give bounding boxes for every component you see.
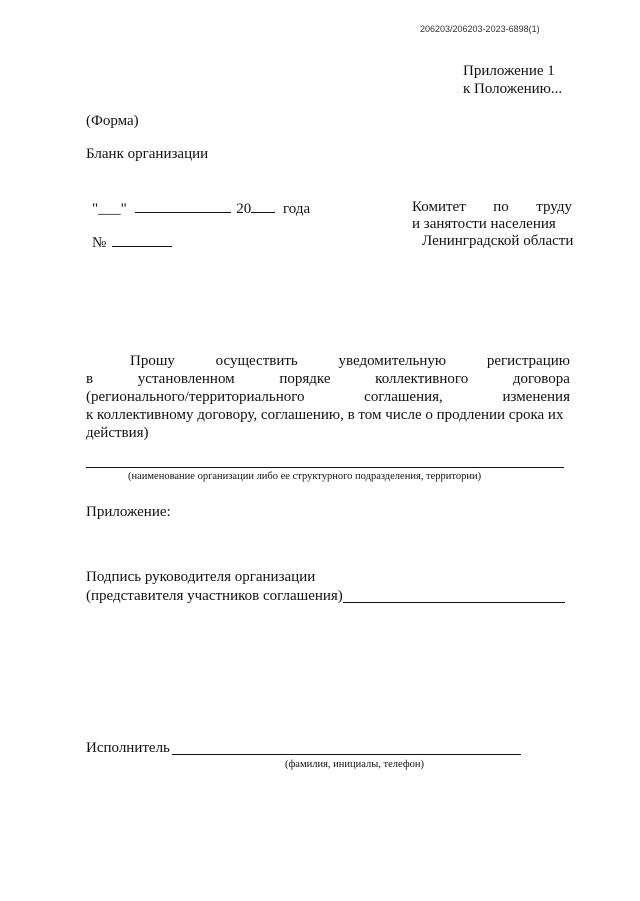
request-word: (регионального/территориального	[86, 389, 305, 405]
addressee-line-1	[412, 199, 572, 216]
request-line-5: действия)	[86, 425, 149, 441]
executor-caption: (фамилия, инициалы, телефон)	[285, 759, 425, 770]
day-blank: ___	[98, 201, 121, 217]
addressee-word: Комитет	[412, 199, 466, 215]
addressee-line-3: Ленинградской области	[422, 233, 574, 249]
executor-blank-line	[172, 754, 521, 755]
year-prefix: 20	[236, 201, 252, 217]
addressee-word: труду	[536, 199, 572, 215]
signature-line-1: Подпись руководителя организации	[86, 569, 316, 585]
request-word: в	[86, 371, 94, 387]
number-line	[92, 233, 172, 252]
organization-name-caption: (наименование организации либо ее структурного подразделения, территории)	[128, 471, 482, 482]
request-line-2	[86, 370, 570, 388]
signature-line-2: (представителя участников соглашения)	[86, 588, 343, 604]
quote-open: "	[92, 201, 99, 217]
number-blank	[112, 233, 172, 247]
request-word: коллективного	[375, 371, 469, 387]
year-blank	[251, 199, 275, 213]
request-word: регистрацию	[486, 353, 570, 369]
request-word: изменения	[502, 389, 570, 405]
request-line-3	[86, 388, 570, 406]
document-id: 206203/206203-2023-6898(1)	[420, 24, 540, 34]
request-line-1	[86, 352, 570, 370]
number-sign: №	[92, 235, 107, 251]
attachment-label: Приложение:	[86, 504, 171, 520]
month-blank	[135, 199, 231, 213]
date-line	[92, 199, 310, 218]
request-word: Прошу	[130, 353, 175, 369]
letterhead-label: Бланк организации	[86, 146, 209, 162]
request-line-4: к коллективному договору, соглашению, в том числе о продлении срока их	[86, 407, 564, 423]
request-word: соглашения,	[364, 389, 443, 405]
appendix-line-2: к Положению...	[463, 81, 563, 97]
form-label: (Форма)	[86, 113, 139, 129]
quote-close: "	[120, 201, 127, 217]
addressee-word: по	[493, 199, 509, 215]
request-word: порядке	[279, 371, 331, 387]
request-paragraph	[86, 352, 570, 442]
organization-name-line	[86, 467, 564, 468]
request-word: установленном	[137, 371, 235, 387]
request-word: осуществить	[215, 353, 298, 369]
request-word: уведомительную	[338, 353, 447, 369]
addressee-line-2: и занятости населения	[412, 216, 556, 232]
appendix-reference	[463, 62, 562, 98]
appendix-line-1: Приложение 1	[463, 63, 555, 79]
signature-blank-line	[343, 602, 565, 603]
request-word: договора	[512, 371, 570, 387]
executor-label: Исполнитель	[86, 740, 170, 756]
year-suffix: года	[283, 201, 311, 217]
